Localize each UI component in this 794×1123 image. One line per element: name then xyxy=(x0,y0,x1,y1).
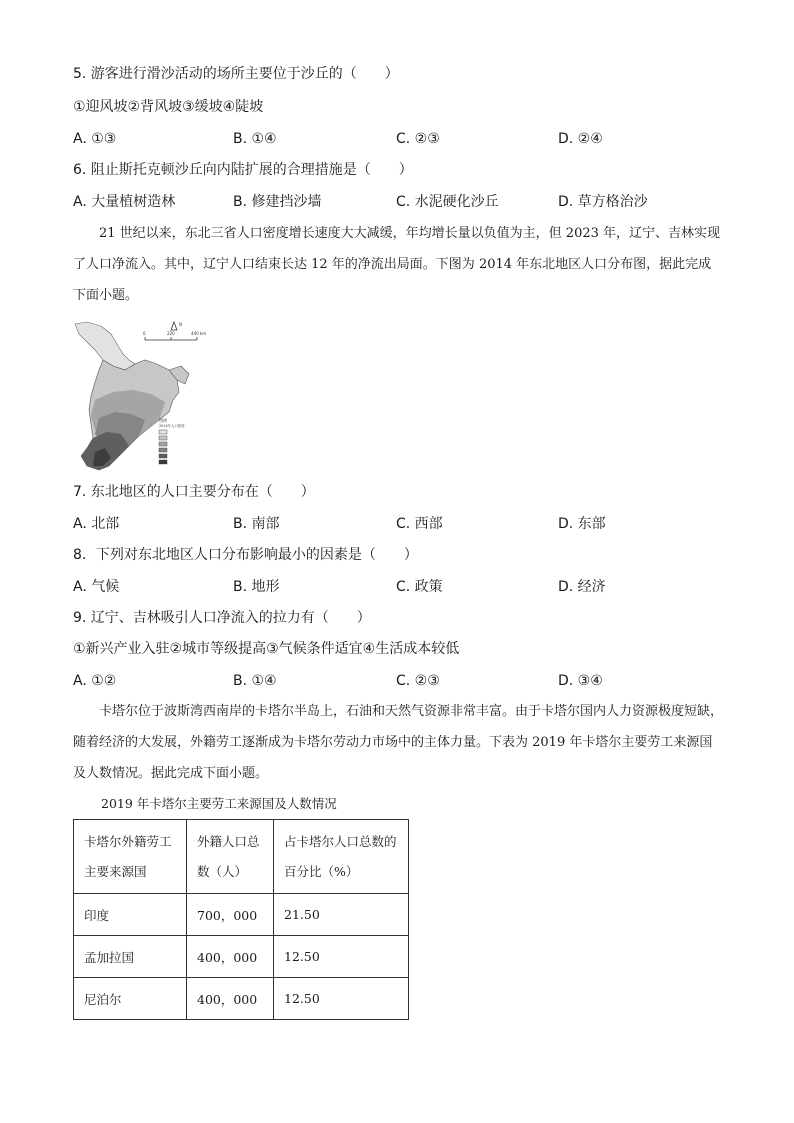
passage-northeast: 21 世纪以来，东北三省人口密度增长速度大大减缓，年均增长量以负值为主，但 2023 年，辽宁、吉林实现了人口净流入。其中，辽宁人口结束长达 12 年的净流出局面。下图为 2014 年东北地区人口分布图，据此完成下面小题。 xyxy=(73,226,721,303)
legend-swatch xyxy=(159,442,167,446)
table-cell: 12.50 xyxy=(274,978,409,1020)
q5-option-a: A. ①③ xyxy=(73,131,117,147)
map-scale-start: 0 xyxy=(143,331,146,336)
q8-option-c: C. 政策 xyxy=(396,579,443,595)
table-row xyxy=(74,936,409,978)
legend-swatch xyxy=(159,454,167,458)
q5-option-d: D. ②④ xyxy=(558,131,603,147)
q5-option-b: B. ①④ xyxy=(233,131,277,147)
q8-option-b: B. 地形 xyxy=(233,579,280,595)
q6-option-c: C. 水泥硬化沙丘 xyxy=(396,194,499,210)
q8-option-a: A. 气候 xyxy=(73,579,120,595)
q6-stem: 6. 阻止斯托克顿沙丘向内陆扩展的合理措施是（ ） xyxy=(73,162,413,178)
q6-option-b: B. 修建挡沙墙 xyxy=(233,194,322,210)
table-cell: 印度 xyxy=(74,894,187,936)
table-row xyxy=(74,978,409,1020)
q9-option-b: B. ①④ xyxy=(233,673,277,689)
table-header-row xyxy=(74,820,409,894)
q7-option-b: B. 南部 xyxy=(233,516,280,532)
population-map-graphic xyxy=(73,320,213,472)
map-scale-mid: 220 xyxy=(167,331,175,336)
q5-option-c: C. ②③ xyxy=(396,131,440,147)
legend-swatch xyxy=(159,460,167,464)
population-map xyxy=(73,320,213,472)
table-cell: 尼泊尔 xyxy=(74,978,187,1020)
q7-stem: 7. 东北地区的人口主要分布在（ ） xyxy=(73,484,315,500)
q7-option-c: C. 西部 xyxy=(396,516,443,532)
q9-stem: 9. 辽宁、吉林吸引人口净流入的拉力有（ ） xyxy=(73,610,371,626)
map-legend-title: 图例 xyxy=(159,418,167,423)
passage-qatar: 卡塔尔位于波斯湾西南岸的卡塔尔半岛上，石油和天然气资源非常丰富。由于卡塔尔国内人力资源极度短缺，随着经济的大发展，外籍劳工逐渐成为卡塔尔劳动力市场中的主体力量。下表为 2019 年卡塔尔主要劳工来源国及人数情况。据此完成下面小题。 xyxy=(73,704,724,781)
table-caption: 2019 年卡塔尔主要劳工来源国及人数情况 xyxy=(101,796,337,811)
north-arrow-icon xyxy=(171,322,177,330)
table-cell: 700，000 xyxy=(187,894,274,936)
q5-items: ①迎风坡②背风坡③缓坡④陡坡 xyxy=(73,99,264,115)
q9-option-d: D. ③④ xyxy=(558,673,603,689)
table-header-population: 外籍人口总数（人） xyxy=(187,820,274,894)
labor-source-table xyxy=(73,819,409,1020)
map-legend xyxy=(159,430,167,464)
q8-stem: 8．下列对东北地区人口分布影响最小的因素是（ ） xyxy=(73,547,418,563)
q8-option-d: D. 经济 xyxy=(558,579,606,595)
q6-option-d: D. 草方格治沙 xyxy=(558,194,648,210)
table-cell: 400，000 xyxy=(187,978,274,1020)
map-legend-subtitle: 2014年人口密度 xyxy=(159,424,185,428)
table-header-percent: 占卡塔尔人口总数的百分比（%） xyxy=(274,820,409,894)
q5-stem: 5. 游客进行滑沙活动的场所主要位于沙丘的（ ） xyxy=(73,66,399,82)
table-row xyxy=(74,894,409,936)
table-cell: 孟加拉国 xyxy=(74,936,187,978)
q9-option-a: A. ①② xyxy=(73,673,117,689)
table-cell: 21.50 xyxy=(274,894,409,936)
table-header-country: 卡塔尔外籍劳工主要来源国 xyxy=(74,820,187,894)
q6-option-a: A. 大量植树造林 xyxy=(73,194,176,210)
legend-swatch xyxy=(159,430,167,434)
q9-option-c: C. ②③ xyxy=(396,673,440,689)
legend-swatch xyxy=(159,448,167,452)
map-scale-end: 440 km xyxy=(191,331,207,336)
q9-items: ①新兴产业入驻②城市等级提高③气候条件适宜④生活成本较低 xyxy=(73,641,460,657)
north-label: N xyxy=(179,322,182,327)
q7-option-a: A. 北部 xyxy=(73,516,120,532)
table-cell: 12.50 xyxy=(274,936,409,978)
legend-swatch xyxy=(159,436,167,440)
q7-option-d: D. 东部 xyxy=(558,516,606,532)
table-cell: 400，000 xyxy=(187,936,274,978)
